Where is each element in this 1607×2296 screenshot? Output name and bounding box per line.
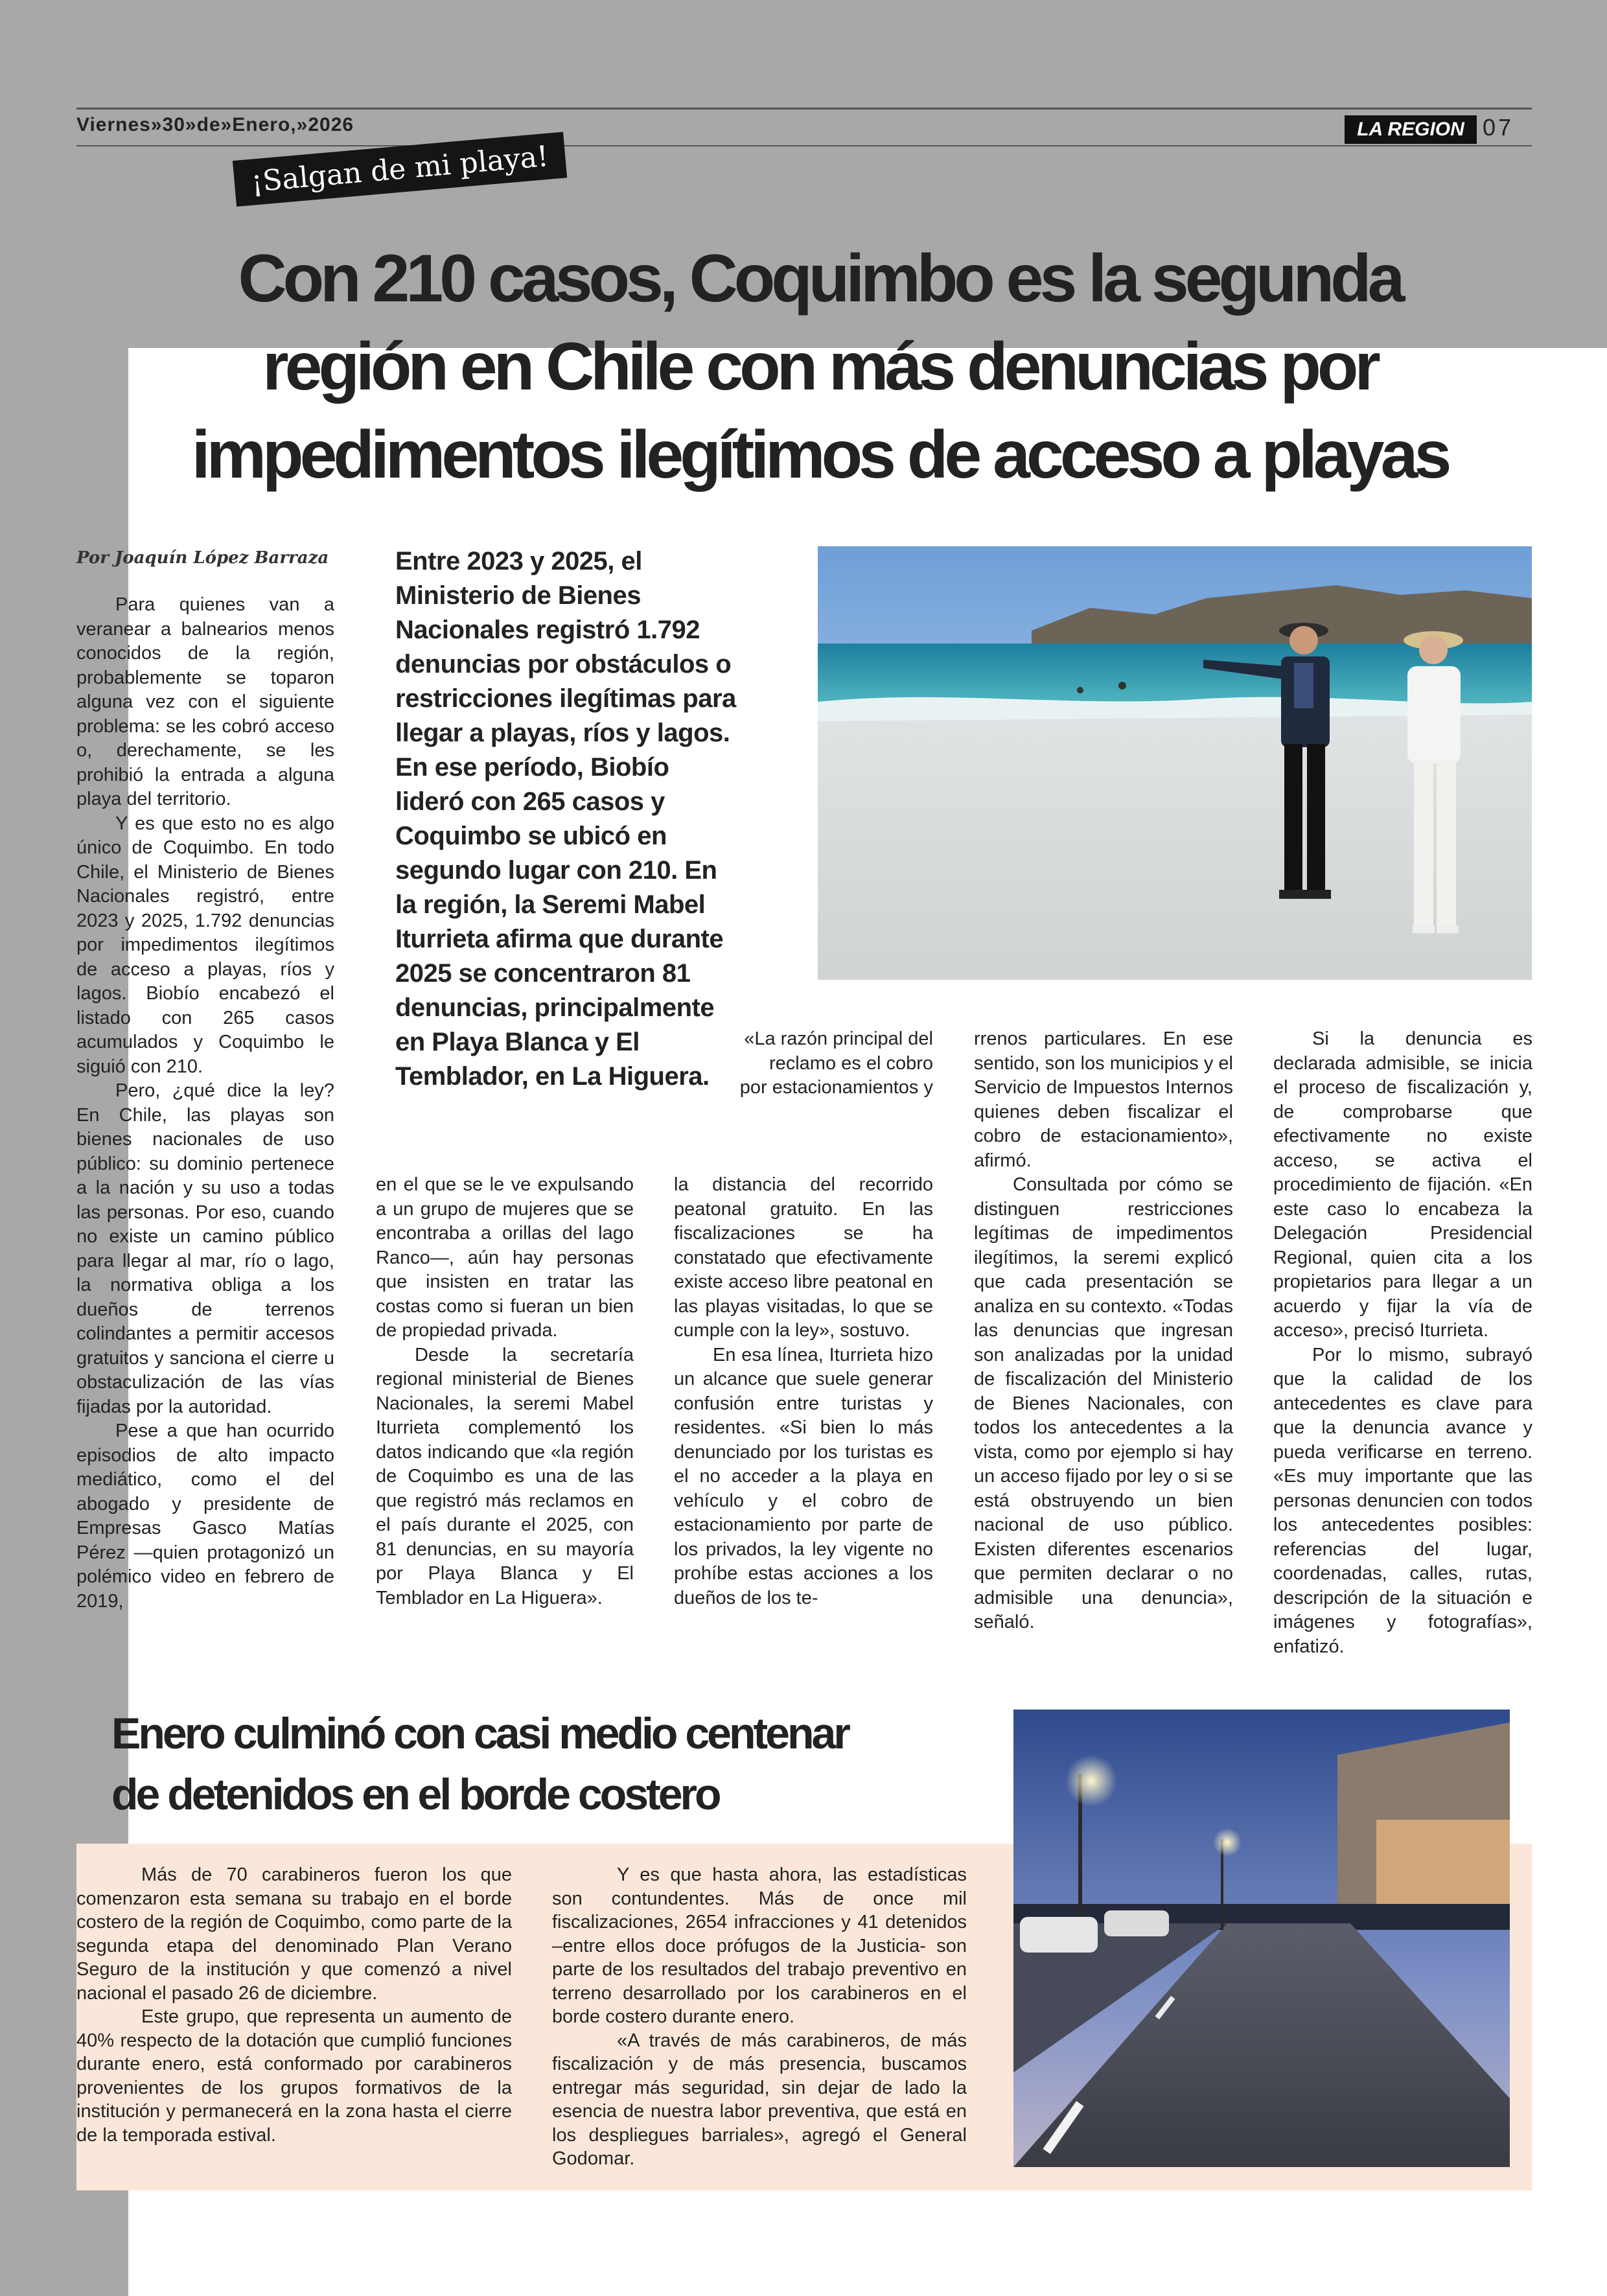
byline: Por Joaquín López Barraza <box>76 548 329 568</box>
paragraph: Y es que esto no es algo único de Coquimbo. En todo Chile, el Ministerio de Bienes Nacionales registró, entre 2023 y 2025, 1.792 denuncias por impedimentos ilegítimos de acceso a playas, ríos y lagos. Biobío encabezó el listado con 265 casos acumulados y Coquimbo le siguió con 210. <box>76 813 334 1077</box>
paragraph: Más de 70 carabineros fueron los que comenzaron esta semana su trabajo en el borde costero de la región de Coquimbo, como parte de la segunda etapa del denominado Plan Verano Seguro de la institución y que comenzó a nivel nacional el pasado 26 de diciembre. <box>76 1864 512 2004</box>
paragraph: Pese a que han ocurrido episodios de alto impacto mediático, como el del abogado y presidente de Empresas Gasco Matías Pérez —quien protagonizó un polémico video en febrero de 2019, <box>76 1421 334 1612</box>
paragraph: Si la denuncia es declarada admisible, se inicia el proceso de fiscalización y, de comprobarse que efectivamente no existe acceso, se activa el procedimiento de fijación. «En este caso lo encabeza la Delegación Presidencial Regional, quien cita a los propietarios para llegar a un acuerdo y fijar la vía de acceso», precisó Iturrieta. <box>1273 1028 1532 1341</box>
article-column-4 <box>974 1027 1233 1635</box>
coastal-road-photo <box>1013 1710 1510 2167</box>
article2-headline: Enero culminó con casi medio centenar de detenidos en el borde costero <box>111 1709 848 1819</box>
article-headline: Con 210 casos, Coquimbo es la segunda región en Chile con más denuncias por impedimentos ilegítimos de acceso a playas <box>191 241 1448 493</box>
paragraph: la distancia del recorrido peatonal gratuito. En las fiscalizaciones se ha constatado que efectivamente existe acceso libre peatonal en las playas visitadas, lo que se cumple con la ley», sostuvo. <box>674 1174 933 1341</box>
paragraph: Pero, ¿qué dice la ley? En Chile, las playas son bienes nacionales de uso público: su dominio pertenece a la nación y su uso a todas las personas. Por eso, cuando no existe un camino público para llegar al mar, río o lago, la normativa obliga a los dueños de terrenos colindantes a permitir accesos gratuitos y sanciona el cierre u obstaculización de las vías fijadas por la autoridad. <box>76 1080 334 1417</box>
beach-photo <box>818 546 1532 980</box>
paragraph: Consultada por cómo se distinguen restricciones legítimas de impedimentos ilegítimos, la seremi explicó que cada presentación se analiza en su contexto. «Todas las denuncias que ingresan son analizadas por la unidad de fiscalización del Ministerio de Bienes Nacionales, con todos los antecedentes a la vista, como por ejemplo si hay un acceso fijado por ley o si se está obstruyendo un bien nacional de uso público. Existen diferentes escenarios que permiten declarar o no admisible una denuncia», señaló. <box>974 1174 1233 1632</box>
paragraph: Para quienes van a veranear a balnearios menos conocidos de la región, probablemente se toparon alguna vez con el siguiente problema: se les cobró acceso o, derechamente, se les prohibió la entrada a alguna playa del territorio. <box>76 594 334 809</box>
article-column-3 <box>674 1173 933 1610</box>
paragraph: Por lo mismo, subrayó que la calidad de los antecedentes es clave para que la denuncia avance y pueda verificarse en terreno. «Es muy importante que las personas denuncien con todos los antecedentes posibles: referencias del lugar, coordenadas, calles, rutas, descripción de la situación e imágenes y fotografías», enfatizó. <box>1273 1344 1532 1657</box>
paragraph: Este grupo, que representa un aumento de 40% respecto de la dotación que cumplió funciones durante enero, está conformado por carabineros provenientes de los grupos formativos de la institución y permanecerá en la zona hasta el cierre de la temporada estival. <box>76 2006 512 2146</box>
paragraph: Desde la secretaría regional ministerial de Bienes Nacionales, la seremi Mabel Iturrieta complementó los datos indicando que «la región de Coquimbo es una de las que registró más reclamos en el país durante el 2025, con 81 denuncias, en su mayoría por Playa Blanca y El Temblador en La Higuera». <box>376 1344 634 1608</box>
paragraph: «A través de más carabineros, de más fiscalización y de más presencia, buscamos entregar más seguridad, sin dejar de lado la esencia de nuestra labor preventiva, que está en los despliegues barriales», agregó el General Godomar. <box>552 2030 967 2169</box>
header-date: Viernes»30»de»Enero,»2026 <box>76 114 354 135</box>
header-rule-top <box>76 108 1532 110</box>
publication-logo: LA REGION <box>1345 115 1477 144</box>
article2-column-2 <box>552 1863 967 2171</box>
article-column-2 <box>376 1173 634 1610</box>
article2-column-1 <box>76 1863 512 2147</box>
page-number: 07 <box>1483 114 1514 141</box>
paragraph: Y es que hasta ahora, las estadísticas son contundentes. Más de once mil fiscalizaciones, 2654 infracciones y 41 detenidos –entre ellos doce prófugos de la Justicia- son parte de los resultados del trabajo preventivo en terreno desarrollado por los carabineros en el borde costero durante enero. <box>552 1864 967 2027</box>
header-rule-bottom <box>76 145 1532 146</box>
article-lead: Entre 2023 y 2025, el Ministerio de Bienes Nacionales registró 1.792 denuncias por obstáculos o restricciones ilegítimas para llegar a playas, ríos y lagos. En ese período, Biobío lideró con 265 casos y Coquimbo se ubicó en segundo lugar con 210. En la región, la Seremi Mabel Iturrieta afirma que durante 2025 se concentraron 81 denuncias, principalmente en Playa Blanca y El Temblador, en La Higuera. <box>395 547 736 1091</box>
article-column-1 <box>76 593 334 1614</box>
paragraph: en el que se le ve expulsando a un grupo de mujeres que se encontraba a orillas del lago Ranco—, aún hay personas que insisten en tratar las costas como si fueran un bien de propiedad privada. <box>376 1174 634 1341</box>
paragraph: rrenos particulares. En ese sentido, son los municipios y el Servicio de Impuestos Internos quienes deben fiscalizar el cobro de estacionamiento», afirmó. <box>974 1028 1233 1171</box>
article-column-5 <box>1273 1027 1532 1659</box>
paragraph: En esa línea, Iturrieta hizo un alcance que suele generar confusión entre turistas y residentes. «Si bien lo más denunciado por los turistas es el no acceder a la playa en vehículo y el cobro de estacionamiento por parte de los privados, la ley vigente no prohíbe estas acciones a los dueños de los te- <box>674 1344 933 1608</box>
article-kicker: ¡Salgan de mi playa! <box>233 132 567 207</box>
pull-quote: «La razón principal del reclamo es el cobro por estacionamientos y <box>739 1028 933 1098</box>
